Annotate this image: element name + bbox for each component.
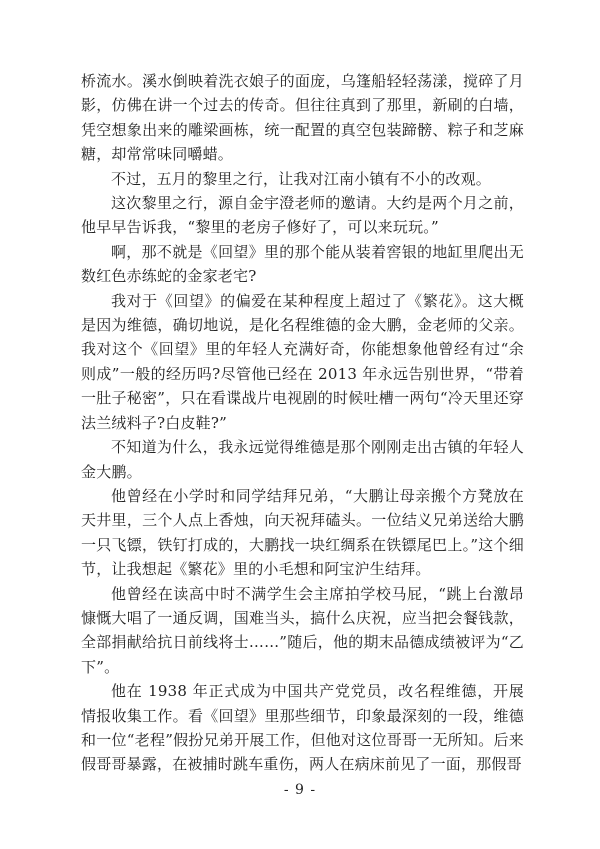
paragraph: 他曾经在小学时和同学结拜兄弟，“大鹏让母亲搬个方凳放在天井里，三个人点上香烛，向天祝拜磕头。一位结义兄弟送给大鹏一只飞镖，铁钉打成的，大鹏找一块红绸系在铁镖尾巴上。”这个细节，让我想起《繁花》里的小毛想和阿宝沪生结拜。 (81, 486, 524, 579)
paragraph: 他曾经在读高中时不满学生会主席拍学校马屁，“跳上台激昂慷慨大唱了一通反调，国难当头，搞什么庆祝，应当把会餐钱款，全部捐献给抗日前线将士……”随后，他的期末品德成绩被评为“乙下”。 (81, 584, 524, 676)
paragraph: 啊，那不就是《回望》里的那个能从装着窖银的地缸里爬出无数红色赤练蛇的金家老宅? (81, 242, 524, 286)
paragraph: 我对于《回望》的偏爱在某种程度上超过了《繁花》。这大概是因为维德，确切地说，是化名程维德的金大鹏，金老师的父亲。我对这个《回望》里的年轻人充满好奇，你能想象他曾经有过“余则成”一般的经历吗?尽管他已经在 2013 年永远告别世界，“带着一肚子秘密”，只在看谍战片电视剧的时候吐槽一两句“冷天里还穿法兰绒料子?白皮鞋?” (81, 291, 524, 432)
paragraph: 这次黎里之行，源自金宇澄老师的邀请。大约是两个月之前，他早早告诉我，“黎里的老房子修好了，可以来玩玩。” (81, 194, 524, 237)
paragraph: 桥流水。溪水倒映着洗衣娘子的面庞，乌篷船轻轻荡漾，搅碎了月影，仿佛在讲一个过去的传奇。但往往真到了那里，新刷的白墙，凭空想象出来的雕梁画栋，统一配置的真空包装蹄髈、粽子和芝麻糖，却常常味同嚼蜡。 (81, 72, 524, 164)
paragraph: 不知道为什么，我永远觉得维德是那个刚刚走出古镇的年轻人金大鹏。 (81, 438, 524, 481)
paragraph: 他在 1938 年正式成为中国共产党党员，改名程维德，开展情报收集工作。看《回望》里那些细节，印象最深刻的一段，维德和一位“老程”假扮兄弟开展工作，但他对这位哥哥一无所知。后来假哥哥暴露，在被捕时跳车重伤，两人在病床前见了一面，那假哥 (81, 682, 524, 774)
paragraph: 不过，五月的黎里之行，让我对江南小镇有不小的改观。 (111, 169, 492, 188)
page-body (81, 69, 524, 777)
page-number: - 9 - (283, 782, 317, 798)
